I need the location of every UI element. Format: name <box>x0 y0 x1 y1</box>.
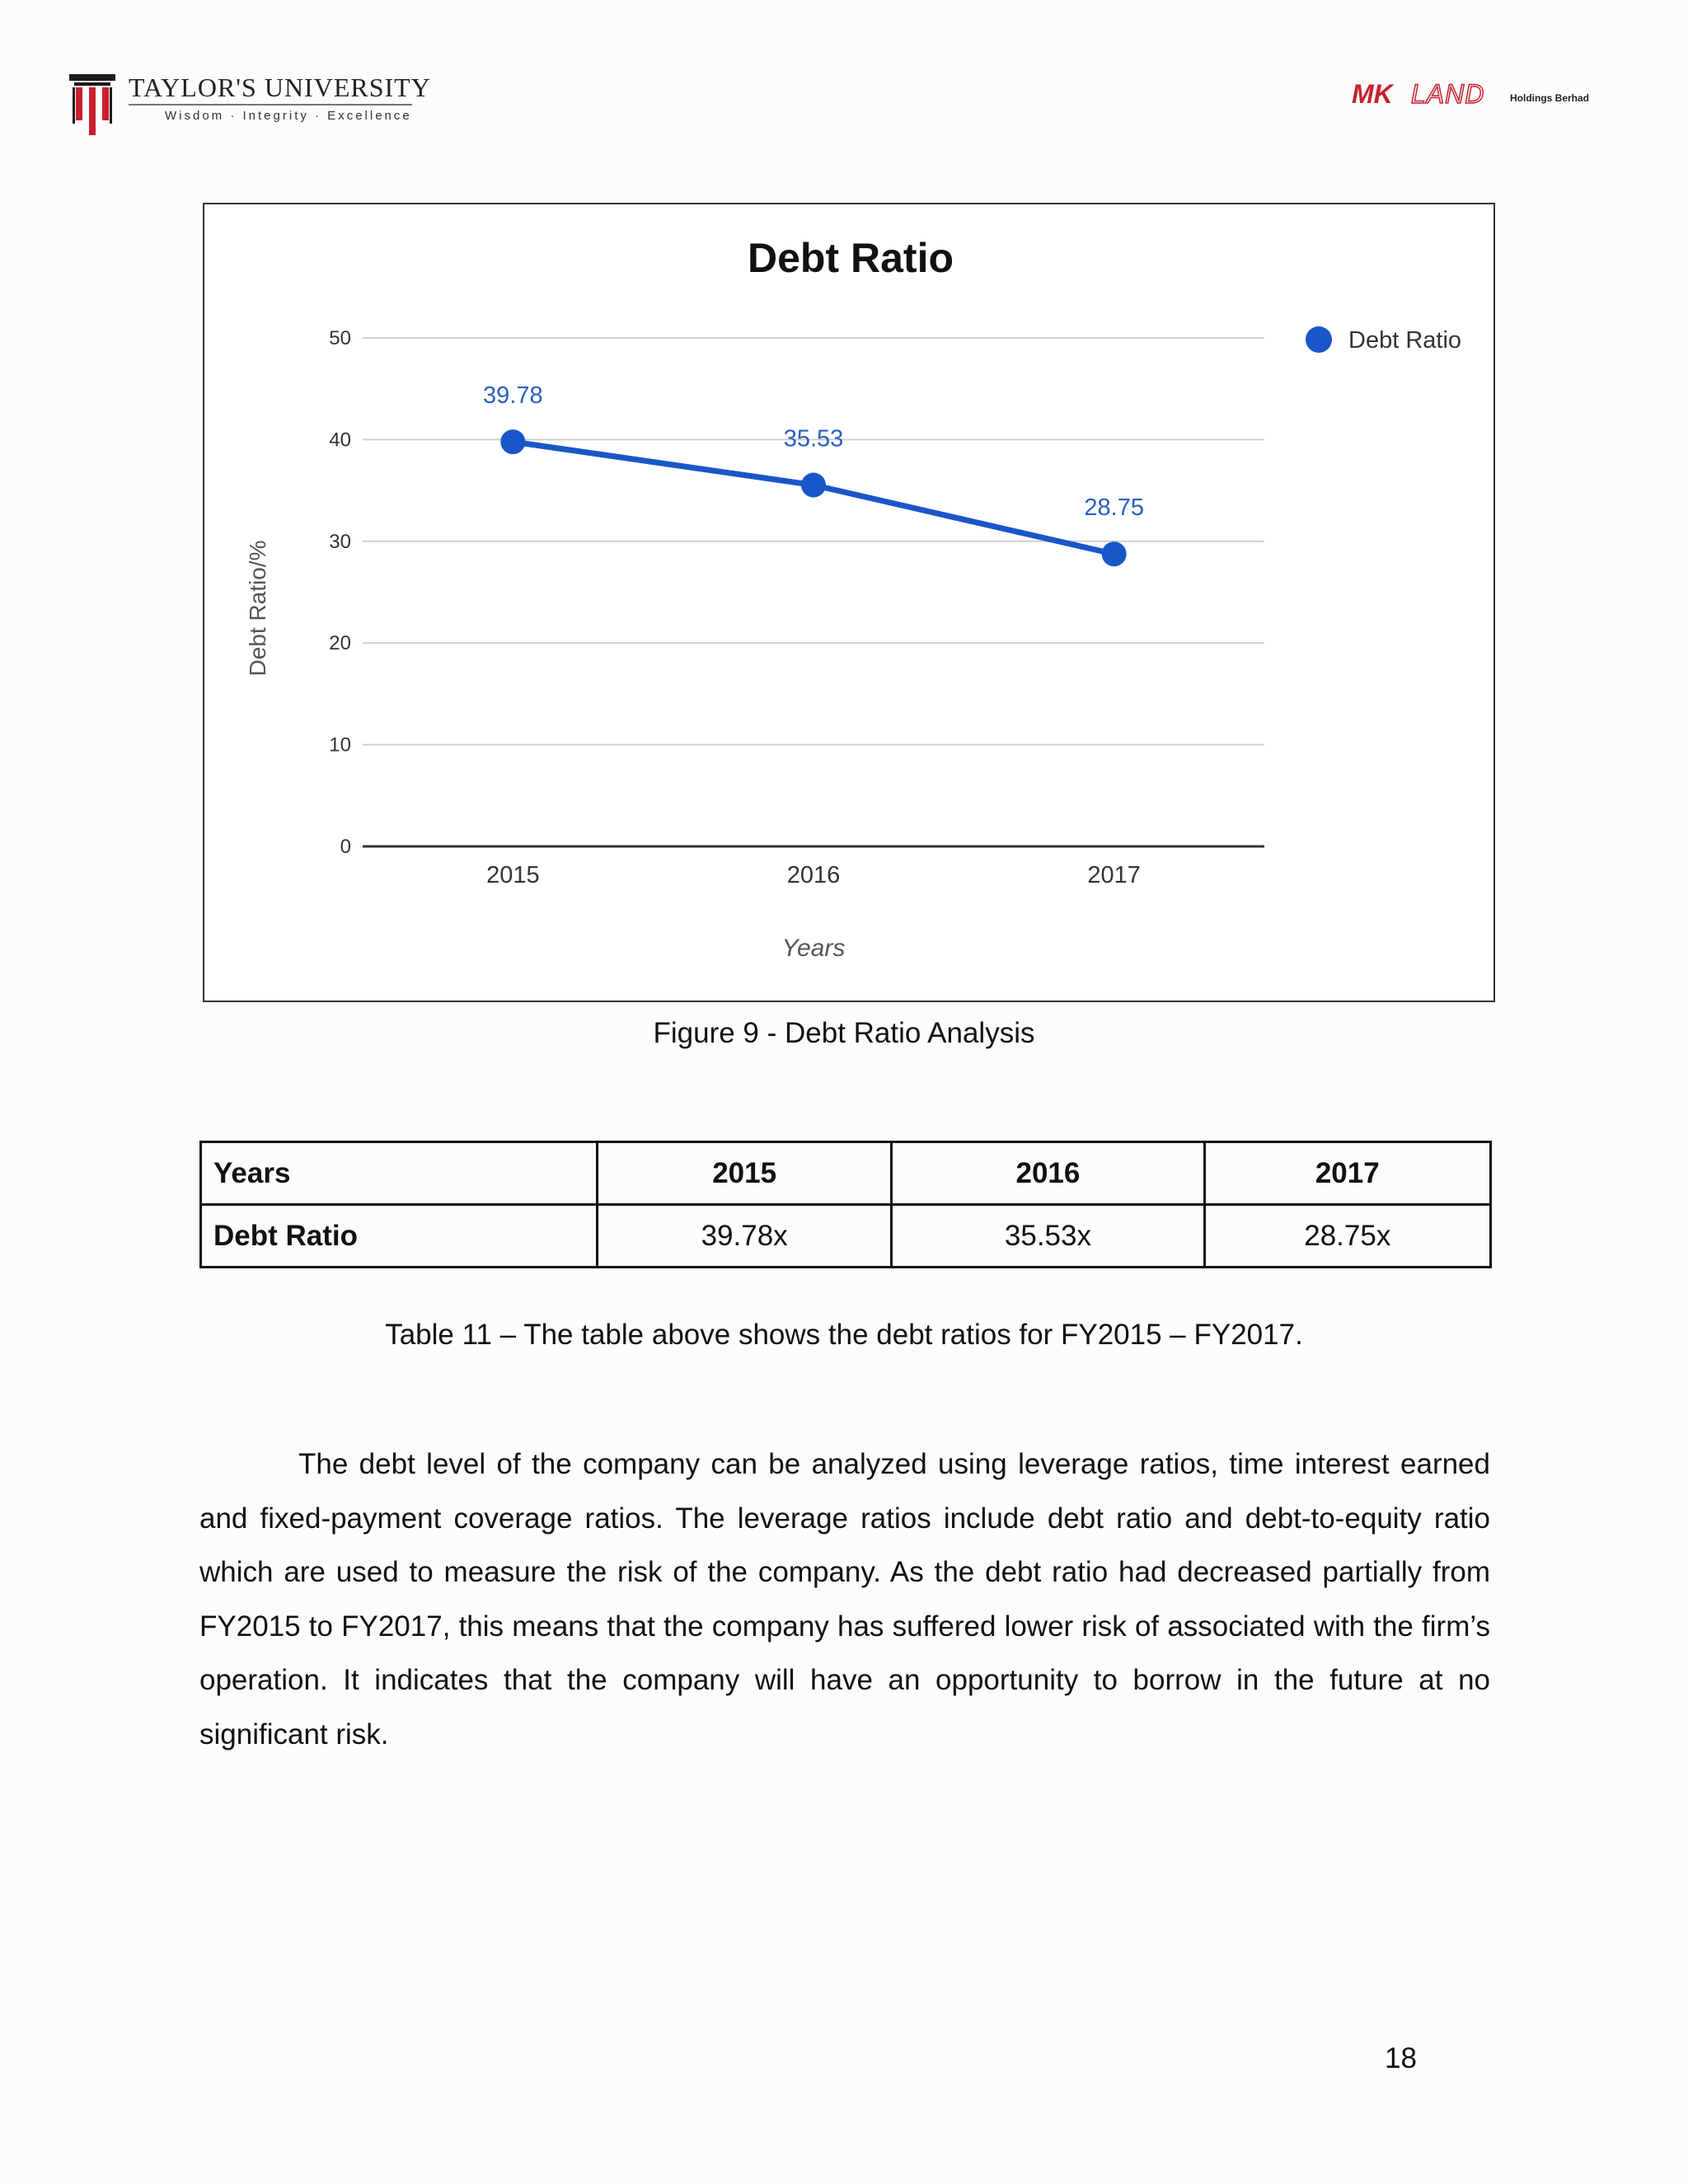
table-header-row <box>201 1142 1491 1205</box>
y-tick-label: 10 <box>329 733 351 757</box>
legend-label: Debt Ratio <box>1348 327 1462 354</box>
chart-legend <box>1306 326 1461 354</box>
mkland-logo-suffix: Holdings Berhad <box>1510 92 1590 104</box>
table-header-cell: 2015 <box>597 1142 891 1205</box>
chart-title: Debt Ratio <box>748 235 954 281</box>
legend-marker <box>1306 326 1332 353</box>
chart-series <box>483 382 1144 566</box>
y-tick-label: 40 <box>329 429 351 452</box>
logo-divider <box>129 104 412 105</box>
table-cell: 39.78x <box>597 1205 891 1268</box>
data-point <box>801 473 826 498</box>
chart-gridlines <box>363 338 1264 846</box>
x-tick-label: 2017 <box>1087 862 1141 888</box>
table-row-label: Debt Ratio <box>201 1205 598 1268</box>
x-axis-label: Years <box>781 935 846 962</box>
university-crest-icon <box>69 71 115 135</box>
y-axis-label: Debt Ratio/% <box>245 540 270 677</box>
y-tick-label: 20 <box>329 632 351 655</box>
x-tick-label: 2015 <box>486 862 540 888</box>
debt-ratio-table <box>199 1141 1492 1268</box>
table-header-cell: Years <box>201 1142 598 1205</box>
mkland-logo-land: LAND <box>1411 79 1485 109</box>
chart-ticks <box>329 327 1141 888</box>
table-caption: Table 11 – The table above shows the debt ratios for FY2015 – FY2017. <box>385 1319 1303 1351</box>
series-line <box>513 442 1114 554</box>
y-tick-label: 0 <box>340 836 351 858</box>
data-point <box>500 429 525 454</box>
table-header-cell: 2016 <box>892 1142 1204 1205</box>
x-tick-label: 2016 <box>786 862 841 888</box>
mkland-logo-mk: MK <box>1352 79 1393 109</box>
table-header-cell: 2017 <box>1204 1142 1490 1205</box>
data-label: 28.75 <box>1084 494 1144 522</box>
mkland-logo <box>1352 79 1624 112</box>
taylors-university-logo <box>69 71 432 137</box>
chart-canvas <box>204 204 1493 1001</box>
table-row <box>201 1205 1491 1268</box>
data-label: 39.78 <box>483 382 543 410</box>
data-point <box>1102 541 1127 566</box>
page-number: 18 <box>1385 2042 1417 2074</box>
y-tick-label: 50 <box>329 327 351 349</box>
university-name: TAYLOR'S UNIVERSITY <box>129 73 431 102</box>
body-paragraph: The debt level of the company can be analyzed using leverage ratios, time interest earned and fixed-payment coverage ratios. The leverage ratios include debt ratio and debt-to-equity ratio which are used to measure the risk of the company. As the debt ratio had decreased partially from FY2015 to FY2017, this means that the company has suffered lower risk of associated with the firm’s operation. It indicates that the company will have an opportunity to borrow in the future at no significant risk. <box>199 1448 1490 1750</box>
table-cell: 28.75x <box>1204 1205 1490 1268</box>
debt-ratio-chart <box>203 203 1495 1002</box>
data-label: 35.53 <box>783 425 844 452</box>
figure-caption: Figure 9 - Debt Ratio Analysis <box>653 1017 1035 1049</box>
y-tick-label: 30 <box>329 530 351 553</box>
table-cell: 35.53x <box>892 1205 1204 1268</box>
university-motto: Wisdom · Integrity · Excellence <box>165 109 412 123</box>
